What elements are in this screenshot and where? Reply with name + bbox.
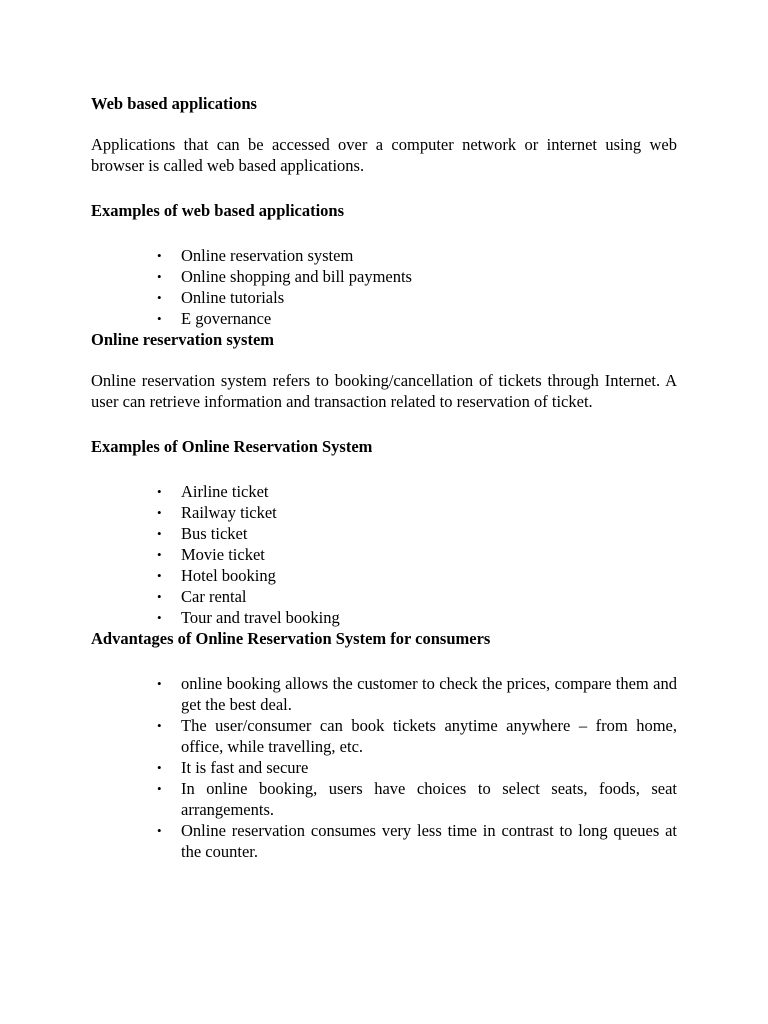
list-item: • The user/consumer can book tickets anytime anywhere – from home, office, while travelling, etc. (181, 715, 677, 757)
list-item: • Online tutorials (181, 287, 677, 308)
section-heading-examples-web-apps: Examples of web based applications (91, 201, 345, 220)
list-item: • Airline ticket (181, 481, 677, 502)
bullet-list-web-apps (91, 245, 677, 329)
paragraph-online-reservation-system: Online reservation system refers to booking/cancellation of tickets through Internet. A user can retrieve information and transaction related to reservation of ticket. (91, 371, 677, 411)
list-item: • online booking allows the customer to check the prices, compare them and get the best deal. (181, 673, 677, 715)
section-heading-online-reservation-system: Online reservation system (91, 330, 275, 349)
list-item: • Hotel booking (181, 565, 677, 586)
bullet-list-reservation-examples (91, 481, 677, 628)
list-item: • It is fast and secure (181, 757, 677, 778)
list-item: • Railway ticket (181, 502, 677, 523)
list-item: • In online booking, users have choices to select seats, foods, seat arrangements. (181, 778, 677, 820)
list-item: • Tour and travel booking (181, 607, 677, 628)
list-item: • E governance (181, 308, 677, 329)
list-item: • Car rental (181, 586, 677, 607)
section-heading-examples-reservation: Examples of Online Reservation System (91, 437, 373, 456)
section-heading-advantages: Advantages of Online Reservation System for consumers (91, 629, 491, 648)
list-item: • Movie ticket (181, 544, 677, 565)
paragraph-web-based-applications: Applications that can be accessed over a computer network or internet using web browser is called web based applications. (91, 135, 677, 175)
list-item: • Online reservation consumes very less time in contrast to long queues at the counter. (181, 820, 677, 862)
list-item: • Bus ticket (181, 523, 677, 544)
section-heading-web-based-applications: Web based applications (91, 94, 257, 113)
list-item: • Online reservation system (181, 245, 677, 266)
bullet-list-advantages (91, 673, 677, 862)
list-item: • Online shopping and bill payments (181, 266, 677, 287)
